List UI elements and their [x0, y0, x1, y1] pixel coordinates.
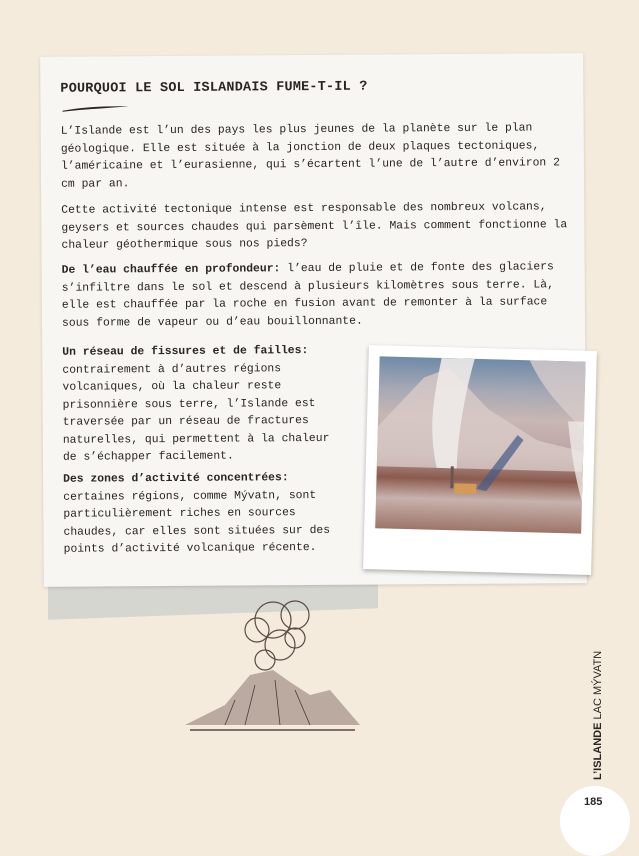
running-head-chapter: LAC MÝVATN [592, 650, 604, 720]
paragraph-zones [63, 470, 334, 559]
geothermal-plant-image [375, 356, 585, 533]
lead-zones: Des zones d’activité concentrées: [63, 472, 289, 486]
polaroid-photo [363, 345, 597, 575]
body-heated-water: l’eau de pluie et de fonte des glaciers s’infiltre dans le sol et descend à plusieurs kilomètres sous terre. Là, elle est chauffée par la roche en fusion avant de remonter à la surface sous forme de vapeur ou d’eau bouillonnante. [61, 261, 554, 330]
paragraph-activity: Cette activité tectonique intense est responsable des nombreux volcans, geysers et sources chaudes qui parsèment l’île. Mais comment fonctionne la chaleur géothermique sous nos pieds? [61, 201, 568, 252]
lead-fissures: Un réseau de fissures et de failles: [62, 345, 309, 359]
section-title: POURQUOI LE SOL ISLANDAIS FUME-T-IL ? [60, 79, 368, 97]
paragraph-heated-water [62, 259, 577, 333]
page-number: 185 [584, 796, 603, 808]
title-underline-swoosh [60, 104, 130, 112]
lead-heated-water: De l’eau chauffée en profondeur: [61, 263, 281, 277]
running-head [592, 651, 604, 780]
body-fissures: contrairement à d’autres régions volcaniques, où la chaleur reste prisonnière sous terre, l’Islande est traversée par un réseau de fractures naturelles, qui permettent à la chaleur de s’échapper facilement. [62, 362, 330, 464]
paragraph-intro: L’Islande est l’un des pays les plus jeunes de la planète sur le plan géologique. Elle est située à la jonction de deux plaques tectoniques, l’américaine et l’eurasienne, qui s’écartent l’une de l’autre d’environ 2 cm par an. [60, 122, 560, 191]
volcano-sketch-illustration [185, 590, 360, 750]
running-head-book: L’ISLANDE [592, 722, 604, 780]
body-zones: certaines régions, comme Mývatn, sont particulièrement riches en sources chaudes, car elles sont situées sur des points d’activité volcanique récente. [63, 489, 331, 556]
paragraph-fissures [62, 343, 333, 467]
